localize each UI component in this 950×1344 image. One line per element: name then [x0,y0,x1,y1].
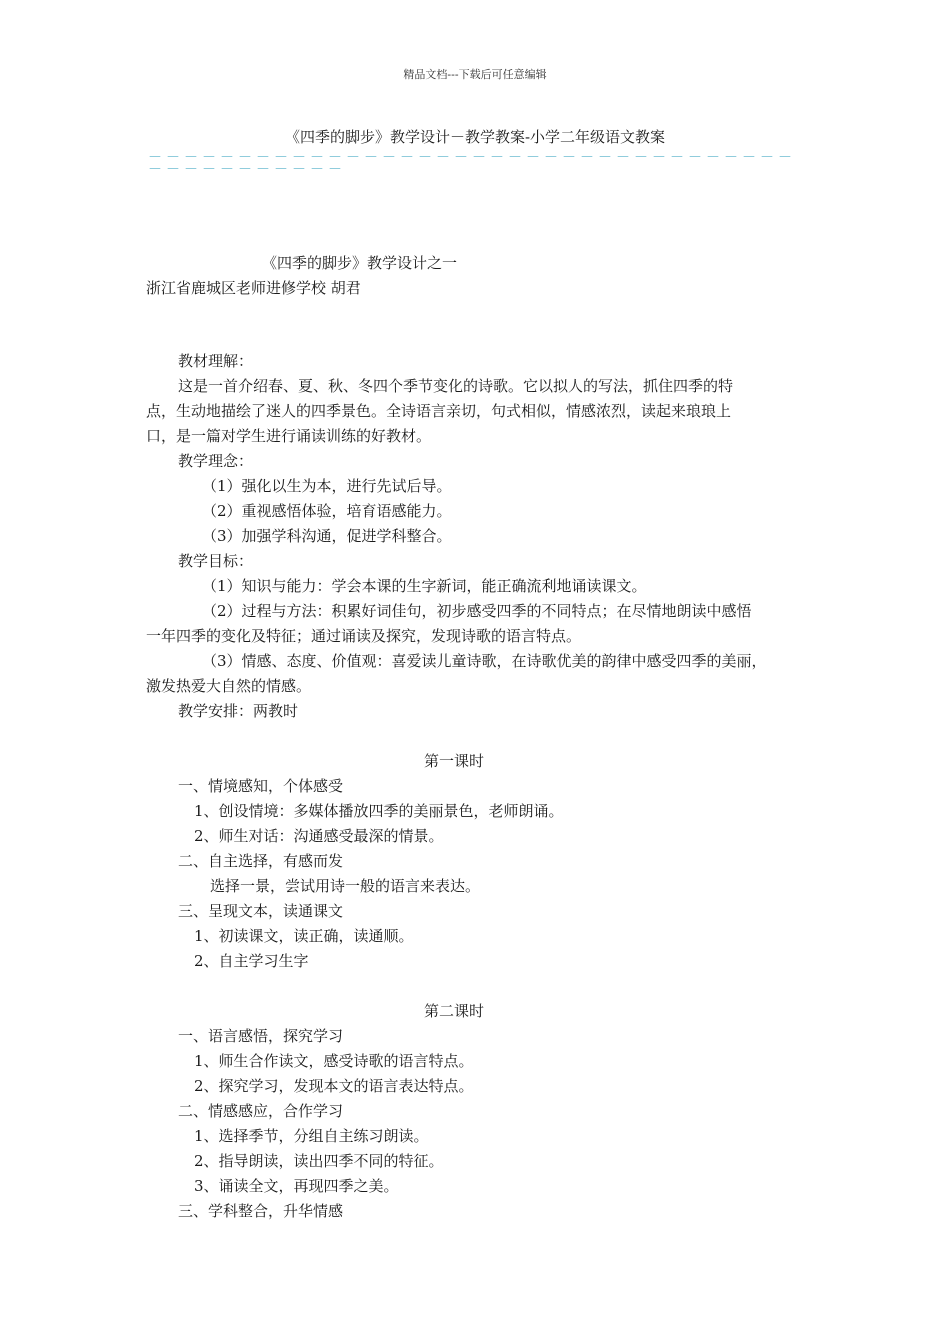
lesson-2-step: 2、指导朗读，读出四季不同的特征。 [194,1152,444,1170]
material-paragraph-line: 点，生动地描绘了迷人的四季景色。全诗语言亲切，句式相似，情感浓烈，读起来琅琅上 [146,402,732,420]
lesson-1-section: 二、自主选择，有感而发 [178,852,344,870]
lesson-1-heading: 第一课时 [423,752,484,770]
lesson-2-section: 二、情感感应，合作学习 [178,1102,344,1120]
concept-item: （3）加强学科沟通，促进学科整合。 [202,527,452,545]
material-paragraph-line: 这是一首介绍春、夏、秋、冬四个季节变化的诗歌。它以拟人的写法，抓住四季的特 [178,377,734,395]
material-paragraph-line: 口，是一篇对学生进行诵读训练的好教材。 [146,427,432,445]
dashed-divider: －－－－－－－－－－－－－－－－－－－－－－－－－－－－－－－－－－－－－－－－－－－－－－－ [148,150,796,178]
goal-item-continued: 一年四季的变化及特征；通过诵读及探究，发现诗歌的语言特点。 [146,627,582,645]
lesson-2-heading: 第二课时 [423,1002,484,1020]
lesson-2-step: 1、选择季节，分组自主练习朗读。 [194,1127,429,1145]
concept-item: （1）强化以生为本，进行先试后导。 [202,477,452,495]
concept-item: （2）重视感悟体验，培育语感能力。 [202,502,452,520]
lesson-1-step: 2、自主学习生字 [194,952,309,970]
schedule-line: 教学安排：两教时 [178,702,299,720]
goal-item: （1）知识与能力：学会本课的生字新词，能正确流利地诵读课文。 [202,577,647,595]
goal-item: （3）情感、态度、价值观：喜爱读儿童诗歌，在诗歌优美的韵律中感受四季的美丽， [202,652,767,670]
teaching-design-body [146,349,818,1224]
goal-item-continued: 激发热爱大自然的情感。 [146,677,312,695]
lesson-1-step: 1、初读课文，读正确，读通顺。 [194,927,414,945]
lesson-1-step: 选择一景，尝试用诗一般的语言来表达。 [210,877,481,895]
lesson-1-section: 一、情境感知，个体感受 [178,777,344,795]
goals-heading: 教学目标： [178,552,254,570]
material-heading: 教材理解： [178,352,254,370]
goal-item: （2）过程与方法：积累好词佳句，初步感受四季的不同特点；在尽情地朗读中感悟 [202,602,752,620]
watermark-text: 精品文档---下载后可任意编辑 [403,68,547,81]
lesson-2-section: 三、学科整合，升华情感 [178,1202,344,1220]
design-subtitle: 《四季的脚步》教学设计之一 [262,254,458,272]
author-line: 浙江省鹿城区老师进修学校 胡君 [146,279,361,297]
lesson-2-step: 1、师生合作读文，感受诗歌的语言特点。 [194,1052,474,1070]
concept-heading: 教学理念： [178,452,254,470]
lesson-1-step: 2、师生对话：沟通感受最深的情景。 [194,827,444,845]
lesson-2-step: 3、诵读全文，再现四季之美。 [194,1177,399,1195]
document-title: 《四季的脚步》教学设计－教学教案-小学二年级语文教案 [284,128,666,146]
lesson-1-section: 三、呈现文本，读通课文 [178,902,344,920]
lesson-2-section: 一、语言感悟，探究学习 [178,1027,344,1045]
lesson-1-step: 1、创设情境：多媒体播放四季的美丽景色，老师朗诵。 [194,802,564,820]
lesson-2-step: 2、探究学习，发现本文的语言表达特点。 [194,1077,474,1095]
